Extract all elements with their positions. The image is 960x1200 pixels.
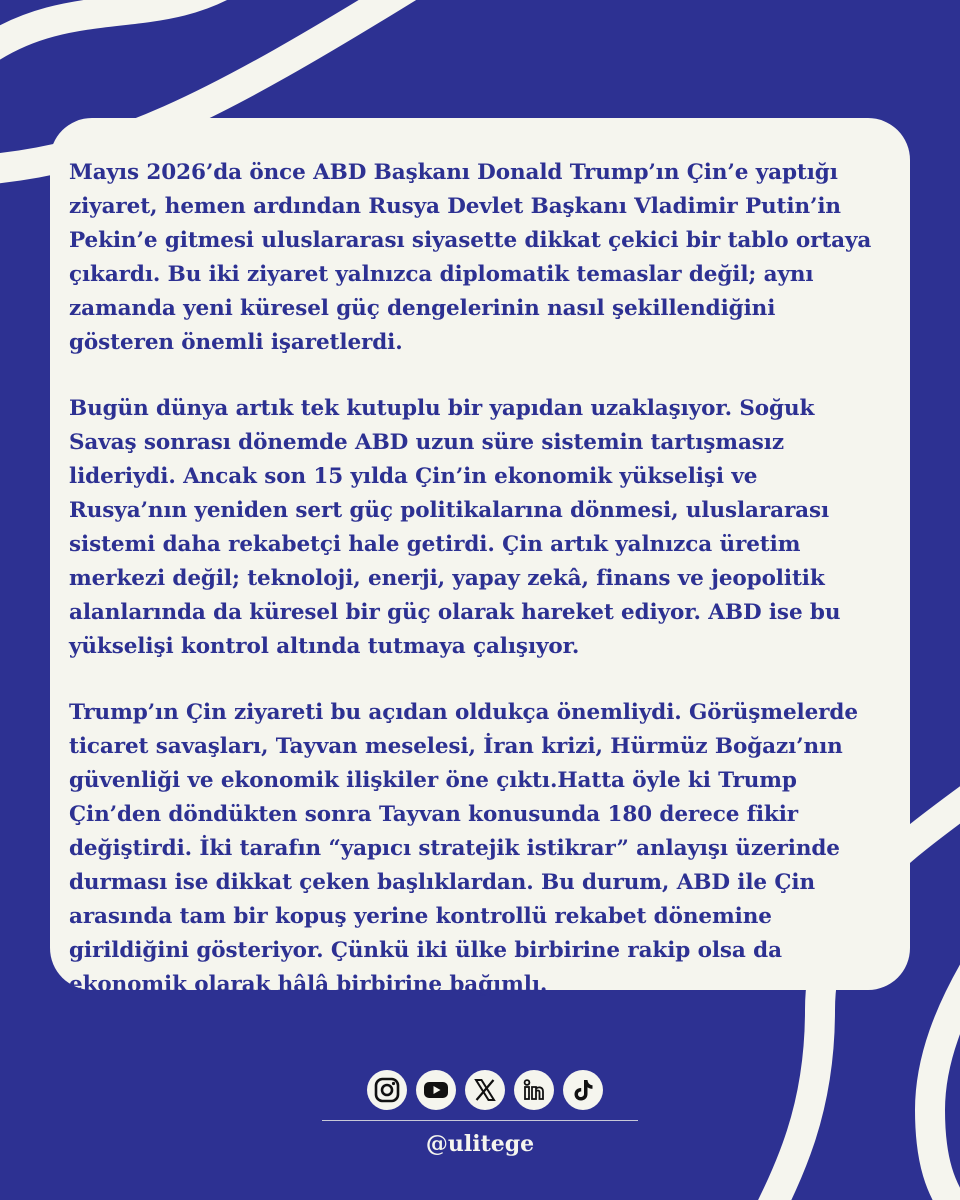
- social-handle[interactable]: @ulitege: [425, 1131, 535, 1157]
- youtube-icon[interactable]: [416, 1070, 456, 1110]
- linkedin-icon[interactable]: [514, 1070, 554, 1110]
- divider-line: [322, 1120, 638, 1121]
- social-icons: [367, 1068, 603, 1112]
- x-icon[interactable]: [465, 1070, 505, 1110]
- text-card: [50, 118, 910, 997]
- tiktok-icon[interactable]: [563, 1070, 603, 1110]
- paragraph-1: Mayıs 2026’da önce ABD Başkanı Donald Trump’ın Çin’e yaptığı ziyaret, hemen ardından Rusya Devlet Başkanı Vladimir Putin’in Pekin’e gitmesi uluslararası siyasette dikkat çekici bir tablo ortaya çıkardı. Bu iki ziyaret yalnızca diplomatik temaslar değil; aynı zamanda yeni küresel güç dengelerinin nasıl şekillendiğini gösteren önemli işaretlerdi.: [69, 160, 872, 355]
- paragraph-3: Trump’ın Çin ziyareti bu açıdan oldukça önemliydi. Görüşmelerde ticaret savaşları, Tayvan meselesi, İran krizi, Hürmüz Boğazı’nın güvenliği ve ekonomik ilişkiler öne çıktı.Hatta öyle ki Trump Çin’den döndükten sonra Tayvan konusunda 180 derece fikir değiştirdi. İki tarafın “yapıcı stratejik istikrar” anlayışı üzerinde durması ise dikkat çeken başlıklardan. Bu durum, ABD ile Çin arasında tam bir kopuş yerine kontrollü rekabet dönemine girildiğini gösteriyor. Çünkü iki ülke birbirine rakip olsa da ekonomik olarak hâlâ birbirine bağımlı.: [69, 700, 858, 997]
- instagram-icon[interactable]: [367, 1070, 407, 1110]
- paragraph-2: Bugün dünya artık tek kutuplu bir yapıdan uzaklaşıyor. Soğuk Savaş sonrası dönemde ABD uzun süre sistemin tartışmasız lideriydi. Ancak son 15 yılda Çin’in ekonomik yükselişi ve Rusya’nın yeniden sert güç politikalarına dönmesi, uluslararası sistemi daha rekabetçi hale getirdi. Çin artık yalnızca üretim merkezi değil; teknoloji, enerji, yapay zekâ, finans ve jeopolitik alanlarında da küresel bir güç olarak hareket ediyor. ABD ise bu yükselişi kontrol altında tutmaya çalışıyor.: [69, 396, 841, 659]
